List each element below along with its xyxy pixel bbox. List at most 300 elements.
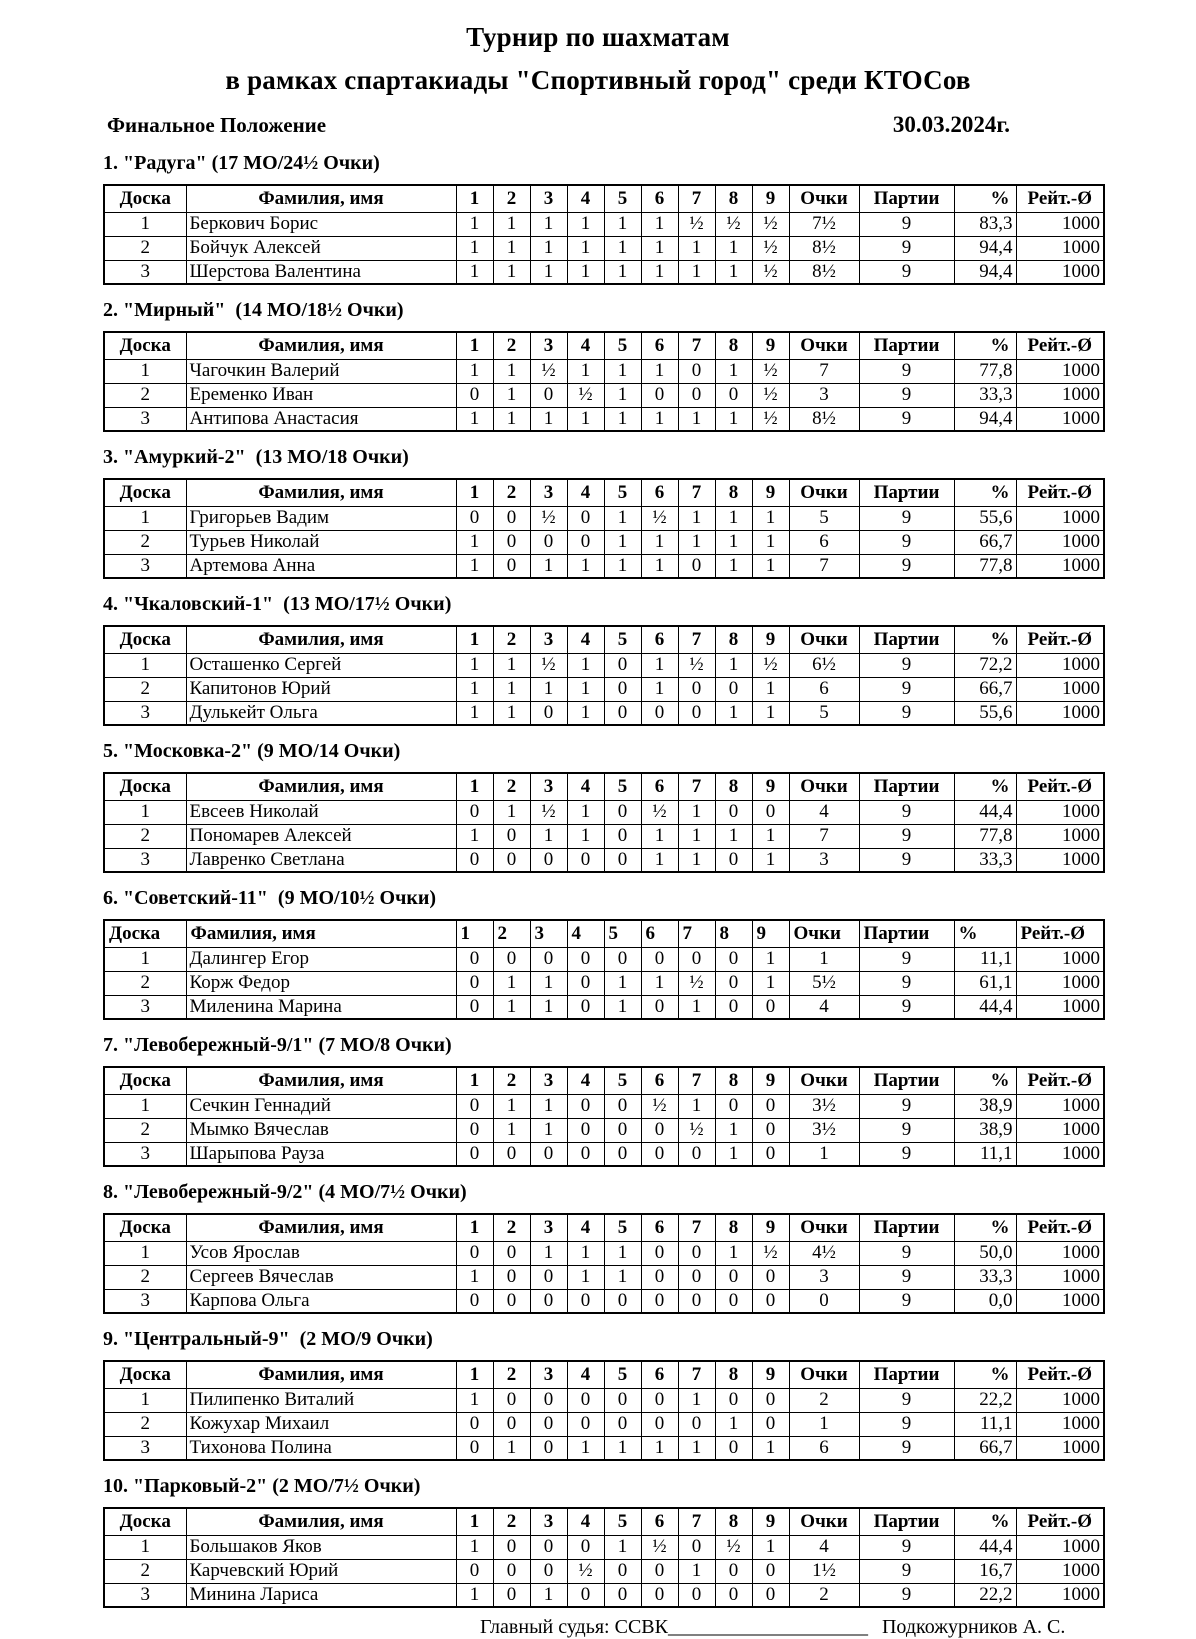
column-header-round: 5 <box>604 1508 641 1535</box>
round-cell: 0 <box>456 1094 493 1118</box>
table-header-row <box>104 1067 1104 1094</box>
round-cell: 0 <box>752 1265 789 1289</box>
column-header-round: 8 <box>715 1214 752 1241</box>
round-cell: 1 <box>456 1388 493 1412</box>
round-cell: 1 <box>456 530 493 554</box>
column-header-round: 9 <box>752 1214 789 1241</box>
round-cell: 1 <box>493 359 530 383</box>
team-title: 6. "Советский-11" (9 МО/10½ Очки) <box>103 887 437 909</box>
column-header-games: Партии <box>859 773 954 800</box>
column-header-round: 2 <box>493 1067 530 1094</box>
column-header-percent: % <box>954 920 1016 947</box>
name-cell: Мымко Вячеслав <box>186 1118 456 1142</box>
column-header-round: 1 <box>456 185 493 212</box>
column-header-round: 2 <box>493 1361 530 1388</box>
rating-cell: 1000 <box>1016 1388 1104 1412</box>
board-cell: 3 <box>104 407 186 431</box>
name-cell: Сечкин Геннадий <box>186 1094 456 1118</box>
round-cell: ½ <box>678 653 715 677</box>
games-cell: 9 <box>859 236 954 260</box>
column-header-round: 3 <box>530 1508 567 1535</box>
round-cell: 1 <box>641 824 678 848</box>
round-cell: ½ <box>641 800 678 824</box>
round-cell: 0 <box>493 554 530 578</box>
column-header-round: 6 <box>641 1508 678 1535</box>
round-cell: 0 <box>678 383 715 407</box>
round-cell: 1 <box>493 407 530 431</box>
table-header-row <box>104 185 1104 212</box>
round-cell: 1 <box>604 554 641 578</box>
column-header-games: Партии <box>859 479 954 506</box>
board-cell: 3 <box>104 260 186 284</box>
round-cell: 0 <box>641 1559 678 1583</box>
player-row <box>104 407 1104 431</box>
round-cell: 1 <box>493 995 530 1019</box>
board-cell: 3 <box>104 1142 186 1166</box>
round-cell: 1 <box>678 1436 715 1460</box>
round-cell: 1 <box>715 1118 752 1142</box>
games-cell: 9 <box>859 677 954 701</box>
column-header-round: 5 <box>604 920 641 947</box>
name-cell: Кожухар Михаил <box>186 1412 456 1436</box>
round-cell: 0 <box>678 947 715 971</box>
column-header-name: Фамилия, имя <box>186 1508 456 1535</box>
round-cell: 0 <box>456 800 493 824</box>
points-cell: 8½ <box>789 236 859 260</box>
board-cell: 1 <box>104 800 186 824</box>
round-cell: 1 <box>456 212 493 236</box>
round-cell: 0 <box>752 800 789 824</box>
round-cell: 0 <box>530 1388 567 1412</box>
round-cell: ½ <box>752 359 789 383</box>
round-cell: 0 <box>641 701 678 725</box>
round-cell: 1 <box>456 701 493 725</box>
column-header-board: Доска <box>104 332 186 359</box>
round-cell: 1 <box>604 506 641 530</box>
column-header-rating: Рейт.-Ø <box>1016 1508 1104 1535</box>
player-row <box>104 824 1104 848</box>
name-cell: Капитонов Юрий <box>186 677 456 701</box>
round-cell: 0 <box>641 1583 678 1607</box>
name-cell: Карчевский Юрий <box>186 1559 456 1583</box>
round-cell: 0 <box>567 1094 604 1118</box>
round-cell: 0 <box>567 1142 604 1166</box>
name-cell: Григорьев Вадим <box>186 506 456 530</box>
round-cell: 0 <box>567 1388 604 1412</box>
column-header-round: 2 <box>493 1214 530 1241</box>
team-title: 3. "Амуркий-2" (13 МО/18 Очки) <box>103 446 409 468</box>
column-header-round: 6 <box>641 332 678 359</box>
player-row <box>104 383 1104 407</box>
games-cell: 9 <box>859 383 954 407</box>
team-section <box>103 1475 1104 1608</box>
round-cell: 1 <box>641 554 678 578</box>
round-cell: 1 <box>678 848 715 872</box>
round-cell: 0 <box>678 1265 715 1289</box>
round-cell: 1 <box>641 359 678 383</box>
column-header-points: Очки <box>789 773 859 800</box>
percent-cell: 33,3 <box>954 848 1016 872</box>
percent-cell: 66,7 <box>954 530 1016 554</box>
rating-cell: 1000 <box>1016 1142 1104 1166</box>
rating-cell: 1000 <box>1016 653 1104 677</box>
round-cell: ½ <box>752 383 789 407</box>
column-header-round: 6 <box>641 626 678 653</box>
player-row <box>104 800 1104 824</box>
points-cell: 5 <box>789 701 859 725</box>
round-cell: 0 <box>456 947 493 971</box>
team-title: 10. "Парковый-2" (2 МО/7½ Очки) <box>103 1475 421 1497</box>
column-header-round: 3 <box>530 332 567 359</box>
round-cell: 0 <box>752 995 789 1019</box>
column-header-round: 4 <box>567 332 604 359</box>
player-row <box>104 1388 1104 1412</box>
round-cell: 0 <box>456 1412 493 1436</box>
percent-cell: 66,7 <box>954 1436 1016 1460</box>
round-cell: 0 <box>604 947 641 971</box>
column-header-round: 6 <box>641 773 678 800</box>
column-header-round: 1 <box>456 1508 493 1535</box>
column-header-round: 7 <box>678 920 715 947</box>
column-header-board: Доска <box>104 185 186 212</box>
round-cell: 1 <box>641 236 678 260</box>
column-header-name: Фамилия, имя <box>186 185 456 212</box>
column-header-round: 7 <box>678 773 715 800</box>
board-cell: 1 <box>104 1241 186 1265</box>
round-cell: 1 <box>567 701 604 725</box>
round-cell: 0 <box>493 1241 530 1265</box>
round-cell: 0 <box>752 1412 789 1436</box>
player-row <box>104 1289 1104 1313</box>
round-cell: 0 <box>493 506 530 530</box>
name-cell: Антипова Анастасия <box>186 407 456 431</box>
points-cell: 7½ <box>789 212 859 236</box>
round-cell: 0 <box>567 530 604 554</box>
games-cell: 9 <box>859 1583 954 1607</box>
round-cell: 0 <box>493 848 530 872</box>
round-cell: 1 <box>530 1583 567 1607</box>
round-cell: 0 <box>604 1412 641 1436</box>
points-cell: 3 <box>789 848 859 872</box>
round-cell: 1 <box>752 971 789 995</box>
round-cell: 1 <box>678 824 715 848</box>
rating-cell: 1000 <box>1016 383 1104 407</box>
player-row <box>104 677 1104 701</box>
board-cell: 3 <box>104 554 186 578</box>
column-header-points: Очки <box>789 1214 859 1241</box>
rating-cell: 1000 <box>1016 824 1104 848</box>
round-cell: 0 <box>604 653 641 677</box>
chief-judge-label: Главный судья: ССВК <box>480 1616 668 1638</box>
round-cell: 0 <box>641 1289 678 1313</box>
column-header-round: 2 <box>493 773 530 800</box>
round-cell: 1 <box>567 1265 604 1289</box>
round-cell: 0 <box>604 1094 641 1118</box>
points-cell: 6 <box>789 1436 859 1460</box>
round-cell: 0 <box>456 1289 493 1313</box>
column-header-round: 5 <box>604 185 641 212</box>
rating-cell: 1000 <box>1016 530 1104 554</box>
round-cell: 1 <box>715 359 752 383</box>
points-cell: 7 <box>789 824 859 848</box>
column-header-round: 4 <box>567 1508 604 1535</box>
round-cell: 0 <box>530 1142 567 1166</box>
board-cell: 1 <box>104 947 186 971</box>
round-cell: 1 <box>493 383 530 407</box>
round-cell: 1 <box>715 1241 752 1265</box>
round-cell: 1 <box>604 971 641 995</box>
column-header-round: 7 <box>678 1214 715 1241</box>
games-cell: 9 <box>859 506 954 530</box>
round-cell: ½ <box>530 359 567 383</box>
column-header-board: Доска <box>104 626 186 653</box>
column-header-round: 1 <box>456 920 493 947</box>
column-header-round: 1 <box>456 773 493 800</box>
rating-cell: 1000 <box>1016 995 1104 1019</box>
rating-cell: 1000 <box>1016 359 1104 383</box>
board-cell: 1 <box>104 1094 186 1118</box>
round-cell: 0 <box>567 971 604 995</box>
percent-cell: 44,4 <box>954 1535 1016 1559</box>
board-cell: 3 <box>104 848 186 872</box>
percent-cell: 44,4 <box>954 800 1016 824</box>
round-cell: 1 <box>604 236 641 260</box>
round-cell: ½ <box>530 800 567 824</box>
round-cell: 1 <box>567 653 604 677</box>
round-cell: 1 <box>752 1535 789 1559</box>
name-cell: Корж Федор <box>186 971 456 995</box>
column-header-round: 1 <box>456 332 493 359</box>
column-header-percent: % <box>954 1214 1016 1241</box>
column-header-rating: Рейт.-Ø <box>1016 1361 1104 1388</box>
points-cell: 1 <box>789 947 859 971</box>
round-cell: 0 <box>715 1289 752 1313</box>
percent-cell: 22,2 <box>954 1583 1016 1607</box>
round-cell: ½ <box>530 506 567 530</box>
column-header-round: 4 <box>567 1067 604 1094</box>
round-cell: 1 <box>604 995 641 1019</box>
document-title-line1: Турнир по шахматам <box>466 22 730 52</box>
rating-cell: 1000 <box>1016 1559 1104 1583</box>
board-cell: 3 <box>104 1436 186 1460</box>
column-header-rating: Рейт.-Ø <box>1016 626 1104 653</box>
team-results-table <box>103 919 1105 1020</box>
column-header-round: 7 <box>678 185 715 212</box>
name-cell: Минина Лариса <box>186 1583 456 1607</box>
board-cell: 3 <box>104 1583 186 1607</box>
round-cell: 0 <box>752 1388 789 1412</box>
percent-cell: 22,2 <box>954 1388 1016 1412</box>
final-standings-label: Финальное Положение <box>107 113 327 137</box>
player-row <box>104 653 1104 677</box>
column-header-round: 1 <box>456 479 493 506</box>
round-cell: 0 <box>530 1289 567 1313</box>
round-cell: ½ <box>641 1535 678 1559</box>
column-header-round: 9 <box>752 1067 789 1094</box>
round-cell: 0 <box>493 1142 530 1166</box>
player-row <box>104 701 1104 725</box>
column-header-round: 9 <box>752 773 789 800</box>
round-cell: 0 <box>567 848 604 872</box>
round-cell: 0 <box>456 506 493 530</box>
column-header-round: 4 <box>567 1214 604 1241</box>
column-header-round: 4 <box>567 185 604 212</box>
table-header-row <box>104 773 1104 800</box>
round-cell: 1 <box>456 407 493 431</box>
round-cell: 0 <box>567 1583 604 1607</box>
team-section <box>103 887 1104 1020</box>
column-header-games: Партии <box>859 920 954 947</box>
round-cell: 0 <box>678 1241 715 1265</box>
round-cell: 0 <box>715 800 752 824</box>
judge-name: Подкожурников А. С. <box>881 1616 1066 1638</box>
round-cell: 1 <box>752 554 789 578</box>
points-cell: 1½ <box>789 1559 859 1583</box>
round-cell: 0 <box>456 1436 493 1460</box>
round-cell: 0 <box>604 1289 641 1313</box>
board-cell: 3 <box>104 701 186 725</box>
round-cell: ½ <box>752 407 789 431</box>
points-cell: 3½ <box>789 1094 859 1118</box>
column-header-round: 7 <box>678 332 715 359</box>
percent-cell: 83,3 <box>954 212 1016 236</box>
round-cell: 1 <box>752 701 789 725</box>
team-title: 8. "Левобережный-9/2" (4 МО/7½ Очки) <box>103 1181 467 1203</box>
team-title: 2. "Мирный" (14 МО/18½ Очки) <box>103 299 404 321</box>
column-header-round: 1 <box>456 1067 493 1094</box>
round-cell: ½ <box>567 1559 604 1583</box>
round-cell: 1 <box>567 236 604 260</box>
column-header-round: 1 <box>456 1361 493 1388</box>
round-cell: 1 <box>567 260 604 284</box>
team-title: 1. "Радуга" (17 МО/24½ Очки) <box>103 152 380 174</box>
column-header-points: Очки <box>789 479 859 506</box>
column-header-round: 5 <box>604 1067 641 1094</box>
points-cell: 0 <box>789 1289 859 1313</box>
round-cell: 1 <box>456 554 493 578</box>
board-cell: 3 <box>104 1289 186 1313</box>
points-cell: 1 <box>789 1142 859 1166</box>
column-header-round: 6 <box>641 185 678 212</box>
round-cell: 0 <box>641 1118 678 1142</box>
round-cell: 0 <box>493 1388 530 1412</box>
rating-cell: 1000 <box>1016 677 1104 701</box>
round-cell: ½ <box>641 1094 678 1118</box>
column-header-name: Фамилия, имя <box>186 626 456 653</box>
round-cell: 0 <box>567 995 604 1019</box>
player-row <box>104 1583 1104 1607</box>
percent-cell: 50,0 <box>954 1241 1016 1265</box>
percent-cell: 94,4 <box>954 236 1016 260</box>
player-row <box>104 971 1104 995</box>
column-header-round: 5 <box>604 1361 641 1388</box>
percent-cell: 11,1 <box>954 947 1016 971</box>
column-header-round: 3 <box>530 773 567 800</box>
round-cell: 0 <box>678 359 715 383</box>
column-header-rating: Рейт.-Ø <box>1016 773 1104 800</box>
column-header-name: Фамилия, имя <box>186 920 456 947</box>
round-cell: 0 <box>530 1265 567 1289</box>
games-cell: 9 <box>859 1289 954 1313</box>
games-cell: 9 <box>859 800 954 824</box>
player-row <box>104 1559 1104 1583</box>
percent-cell: 16,7 <box>954 1559 1016 1583</box>
column-header-name: Фамилия, имя <box>186 773 456 800</box>
column-header-points: Очки <box>789 1361 859 1388</box>
column-header-round: 5 <box>604 332 641 359</box>
round-cell: 0 <box>752 1142 789 1166</box>
board-cell: 2 <box>104 971 186 995</box>
column-header-rating: Рейт.-Ø <box>1016 332 1104 359</box>
round-cell: 0 <box>493 1412 530 1436</box>
round-cell: 0 <box>641 1241 678 1265</box>
rating-cell: 1000 <box>1016 1583 1104 1607</box>
team-title: 9. "Центральный-9" (2 МО/9 Очки) <box>103 1328 433 1350</box>
games-cell: 9 <box>859 407 954 431</box>
round-cell: 1 <box>604 212 641 236</box>
name-cell: Пилипенко Виталий <box>186 1388 456 1412</box>
column-header-name: Фамилия, имя <box>186 479 456 506</box>
percent-cell: 66,7 <box>954 677 1016 701</box>
round-cell: 1 <box>456 1535 493 1559</box>
round-cell: 0 <box>530 1559 567 1583</box>
round-cell: 0 <box>752 1559 789 1583</box>
table-header-row <box>104 1214 1104 1241</box>
round-cell: 1 <box>530 212 567 236</box>
round-cell: 0 <box>715 848 752 872</box>
round-cell: 1 <box>715 701 752 725</box>
team-results-table <box>103 478 1105 579</box>
rating-cell: 1000 <box>1016 800 1104 824</box>
column-header-round: 6 <box>641 920 678 947</box>
document-title-line2: в рамках спартакиады "Спортивный город" среди КТОСов <box>225 65 971 95</box>
subtitle-row <box>107 112 1010 138</box>
round-cell: 1 <box>567 554 604 578</box>
board-cell: 2 <box>104 824 186 848</box>
column-header-board: Доска <box>104 773 186 800</box>
round-cell: 0 <box>567 1289 604 1313</box>
round-cell: 1 <box>715 236 752 260</box>
column-header-round: 1 <box>456 626 493 653</box>
name-cell: Лавренко Светлана <box>186 848 456 872</box>
column-header-round: 4 <box>567 626 604 653</box>
round-cell: 0 <box>641 947 678 971</box>
round-cell: 1 <box>567 212 604 236</box>
round-cell: 1 <box>604 1241 641 1265</box>
name-cell: Чагочкин Валерий <box>186 359 456 383</box>
round-cell: 0 <box>567 1535 604 1559</box>
round-cell: 1 <box>530 407 567 431</box>
games-cell: 9 <box>859 554 954 578</box>
column-header-board: Доска <box>104 920 186 947</box>
round-cell: 0 <box>456 383 493 407</box>
round-cell: 0 <box>715 677 752 701</box>
round-cell: 1 <box>604 530 641 554</box>
column-header-round: 4 <box>567 920 604 947</box>
round-cell: 0 <box>530 848 567 872</box>
round-cell: ½ <box>752 236 789 260</box>
column-header-name: Фамилия, имя <box>186 1067 456 1094</box>
round-cell: 0 <box>678 1535 715 1559</box>
name-cell: Карпова Ольга <box>186 1289 456 1313</box>
round-cell: 0 <box>715 1436 752 1460</box>
rating-cell: 1000 <box>1016 1241 1104 1265</box>
board-cell: 2 <box>104 1265 186 1289</box>
round-cell: 0 <box>493 824 530 848</box>
round-cell: 0 <box>641 1388 678 1412</box>
round-cell: 1 <box>567 359 604 383</box>
column-header-round: 5 <box>604 626 641 653</box>
